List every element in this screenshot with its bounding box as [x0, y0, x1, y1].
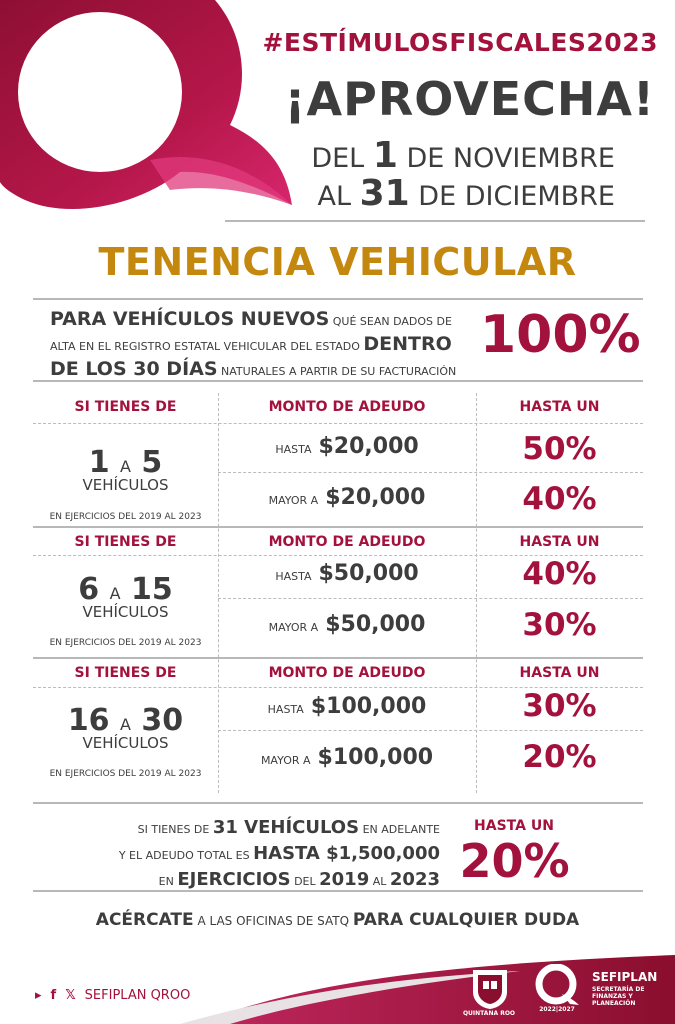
vehicle-range: 1 A 5 VEHÍCULOS	[82, 445, 169, 494]
hashtag-title: #ESTÍMULOSFISCALES2023	[262, 28, 658, 57]
divider	[33, 298, 643, 300]
divider	[33, 890, 643, 892]
section-title: TENENCIA VEHICULAR	[98, 240, 577, 284]
years-note: EN EJERCICIOS DEL 2019 AL 2023	[49, 512, 202, 522]
contact-text: ACÉRCATE A LAS OFICINAS DE SATQ PARA CUALQUIER DUDA	[95, 910, 580, 930]
table-row: HASTA $50,000	[275, 561, 419, 586]
social-links	[35, 988, 190, 1003]
table-row: MAYOR A $20,000	[268, 485, 426, 510]
over-31-vehicles-text: SI TIENES DE 31 VEHÍCULOS EN ADELANTE Y EL ADEUDO TOTAL ES HASTA $1,500,000 EN EJERCICIOS DEL 2019 AL 2023	[118, 817, 440, 890]
discount-value: 20%	[522, 739, 597, 775]
discount-value: 30%	[522, 688, 597, 724]
discount-value: 40%	[522, 556, 597, 592]
sefiplan-subtitle: SECRETARÍA DE FINANZAS Y PLANEACIÓN	[592, 986, 645, 1007]
date-end: AL 31 DE DICIEMBRE	[317, 173, 615, 214]
divider	[33, 380, 643, 382]
discount-value: 30%	[522, 607, 597, 643]
table-group	[33, 393, 643, 522]
table-header: SI TIENES DE MONTO DE ADEUDO HASTA UN	[74, 399, 600, 415]
years-label: 2022|2027	[539, 1006, 575, 1013]
sefiplan-logo-text: SEFIPLAN	[592, 970, 658, 984]
table-header: SI TIENES DE MONTO DE ADEUDO HASTA UN	[74, 665, 600, 681]
discount-table	[33, 393, 643, 793]
vehicle-range: 16 A 30 VEHÍCULOS	[67, 703, 184, 752]
header-divider	[225, 220, 645, 222]
new-vehicles-text: PARA VEHÍCULOS NUEVOS QUÉ SEAN DADOS DE ALTA EN EL REGISTRO ESTATAL VEHICULAR DEL ESTADO DENTRO DE LOS 30 DÍAS NATURALES A PARTIR DE SU FACTURACIÓN	[50, 308, 457, 380]
facebook-icon[interactable]: f	[50, 988, 57, 1003]
date-start: DEL 1 DE NOVIEMBRE	[311, 135, 615, 176]
divider	[33, 802, 643, 804]
table-group	[33, 528, 643, 648]
discount-value: 50%	[522, 431, 597, 467]
years-note: EN EJERCICIOS DEL 2019 AL 2023	[49, 769, 202, 779]
table-row: MAYOR A $100,000	[260, 745, 434, 770]
quintana-roo-label: QUINTANA ROO	[462, 1010, 516, 1017]
discount-value: 40%	[522, 481, 597, 517]
vehicle-range: 6 A 15 VEHÍCULOS	[78, 572, 173, 621]
social-handle[interactable]: SEFIPLAN QROO	[84, 988, 191, 1003]
table-group	[33, 659, 643, 779]
over-31-discount: 20%	[459, 834, 570, 888]
new-vehicles-discount: 100%	[480, 305, 641, 365]
table-row: HASTA $20,000	[275, 434, 419, 459]
table-row: HASTA $100,000	[267, 694, 427, 719]
years-note: EN EJERCICIOS DEL 2019 AL 2023	[49, 638, 202, 648]
table-row: MAYOR A $50,000	[268, 612, 426, 637]
q-logo-small-icon	[534, 964, 580, 1006]
over-31-label: HASTA UN	[474, 818, 554, 834]
cursor-icon: ▸	[35, 988, 42, 1003]
quintana-roo-crest-icon	[470, 966, 510, 1010]
table-header: SI TIENES DE MONTO DE ADEUDO HASTA UN	[74, 534, 600, 550]
x-twitter-icon[interactable]: 𝕏	[65, 988, 76, 1003]
headline: ¡APROVECHA!	[284, 72, 655, 126]
